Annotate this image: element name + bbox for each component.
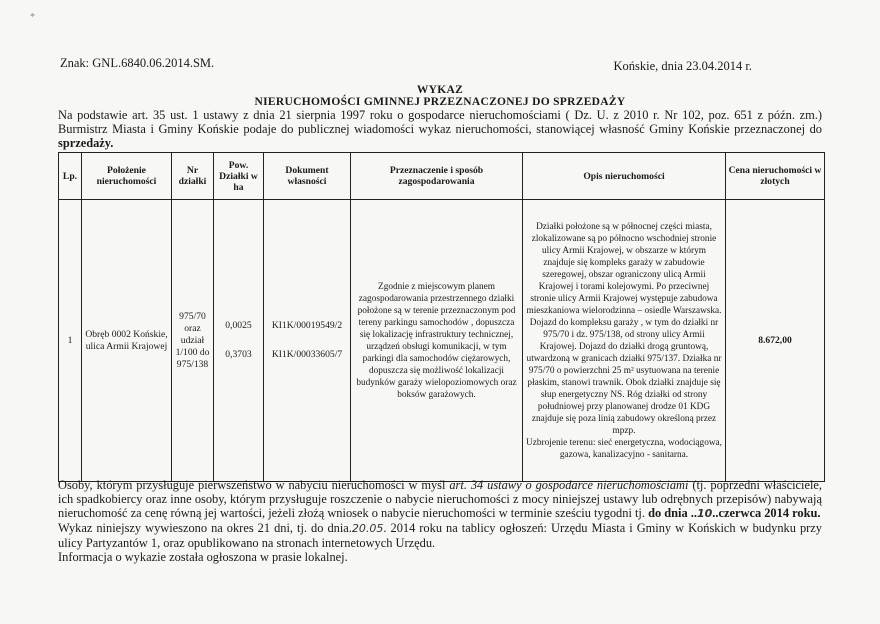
- reference-number: Znak: GNL.6840.06.2014.SM.: [60, 56, 215, 70]
- cell-description: [523, 200, 726, 482]
- document-number: KI1K/00019549/2: [271, 320, 343, 331]
- intro-paragraph: [58, 108, 822, 150]
- priority-text-cont: (tj. poprzedni właściciele, ich spadkobiercy oraz inne osoby, którym przysługuje roszczenie o nabycie nieruchomości z mocy niniejszej ustawy lub odrębnych przepisów) nabywają nieruchomość za cenę równą jej wartości, jeżeli złożą wniosek o nabycie nieruchomości w terminie sześciu tygodni tj.: [58, 478, 822, 520]
- deadline-prefix: do dnia ..: [648, 506, 697, 520]
- footer-notes: [58, 478, 822, 564]
- place-date: Końskie, dnia 23.04.2014 r.: [613, 59, 752, 73]
- priority-paragraph: [58, 478, 822, 521]
- header-location: Położenie nieruchomości: [82, 153, 172, 200]
- handwritten-day: 10: [696, 507, 713, 520]
- description-main: Działki położone są w północnej części miasta, zlokalizowane są po północno wschodniej stronie ulicy Armii Krajowej, w obszarze w którym znajduje się kompleks garaży w zabudowie szeregowej, obszar ograniczony ulicą Armii Krajowej i torami kolejowymi. Po przeciwnej stronie ulicy Armii Krajowej występuje zabudowa mieszkaniowa wielorodzinna – osiedle Warszawska. Dojazd do kompleksu garaży , w tym do działki nr 975/70 i dz. 975/138, od strony ulicy Armii Krajowej. Dojazd do działki drogą gruntową, utwardzoną w granicach działki 975/137. Działka nr 975/70 o powierzchni 25 m² usytuowana na terenie płaskim, stanowi trawnik. Obok działki znajduje się słup energetyczny NS. Róg działki od strony południowej przy planowanej drodze 01 KDG znajduje się poza linią zabudowy określoną przez mpzp.: [526, 221, 722, 436]
- table-header-row: [59, 153, 825, 200]
- document-number: KI1K/00033605/7: [271, 349, 343, 360]
- corner-mark: *: [30, 12, 35, 23]
- posting-text-cont: . 2014 roku na tablicy ogłoszeń: Urzędu Miasta i Gminy w Końskich w budynku przy ulicy Partyzantów 1, oraz opublikowano na stronach internetowych Urzędu.: [58, 521, 822, 550]
- plot-number-line: oraz: [184, 322, 201, 334]
- header-purpose: Przeznaczenie i sposób zagospodarowania: [351, 153, 523, 200]
- plot-number-line: 975/70: [179, 310, 206, 322]
- cell-plot-number: [172, 200, 214, 482]
- press-note: Informacja o wykazie została ogłoszona w prasie lokalnej.: [58, 550, 348, 564]
- deadline-suffix: ..czerwca 2014 roku.: [712, 506, 821, 520]
- priority-law-ref: art. 34 ustawy o gospodarce nieruchomościami: [449, 478, 689, 492]
- handwritten-date: 20.05: [351, 522, 384, 535]
- posting-paragraph: [58, 521, 822, 550]
- plot-number-line: 1/100 do: [175, 346, 210, 358]
- intro-bold-end: sprzedaży.: [58, 136, 114, 150]
- area-value: 0,0025: [225, 320, 252, 331]
- cell-location: Obręb 0002 Końskie, ulica Armii Krajowej: [82, 200, 172, 482]
- cell-purpose: Zgodnie z miejscowym planem zagospodarowania przestrzennego działki położone są w terenie przeznaczonym pod tereny parkingu samochodów , dopuszcza się lokalizację infrastruktury technicznej, urządzeń obsługi komunikacji, w tym parkingi dla samochodów ciężarowych, dopuszcza się możliwość lokalizacji budynków garaży wielopoziomowych oraz boksów garażowych.: [351, 200, 523, 482]
- area-value: 0,3703: [225, 349, 252, 360]
- cell-lp: 1: [59, 200, 82, 482]
- header-description: Opis nieruchomości: [523, 153, 726, 200]
- title-wykaz: WYKAZ: [416, 84, 464, 96]
- table-row: [59, 200, 825, 482]
- title-subject: NIERUCHOMOŚCI GMINNEJ PRZEZNACZONEJ DO SPRZEDAŻY: [254, 96, 626, 108]
- posting-text: Wykaz niniejszy wywieszono na okres 21 dni, tj. do dnia.: [58, 521, 352, 535]
- cell-ownership-document: [264, 200, 351, 482]
- header-area: Pow. Działki w ha: [214, 153, 264, 200]
- header-lp: Lp.: [59, 153, 82, 200]
- intro-text: Na podstawie art. 35 ust. 1 ustawy z dnia 21 sierpnia 1997 roku o gospodarce nieruchomościami ( Dz. U. z 2010 r. Nr 102, poz. 651 z późn. zm.) Burmistrz Miasta i Gminy Końskie podaje do publicznej wiadomości wykaz nieruchomości, stanowiącej własność Gminy Końskie przeznaczonej do: [58, 108, 822, 136]
- header-price: Cena nieruchomości w złotych: [726, 153, 825, 200]
- property-table: [58, 152, 825, 482]
- header-plot-number: Nr działki: [172, 153, 214, 200]
- header-ownership-document: Dokument własności: [264, 153, 351, 200]
- cell-price: 8.672,00: [726, 200, 825, 482]
- plot-number-line: udział: [180, 334, 205, 346]
- description-utilities: Uzbrojenie terenu: sieć energetyczna, wodociągowa, gazowa, kanalizacyjno - sanitarna.: [526, 437, 723, 460]
- cell-area: [214, 200, 264, 482]
- priority-text: Osoby, którym przysługuje pierwszeństwo w nabyciu nieruchomości w myśl: [58, 478, 450, 492]
- plot-number-line: 975/138: [176, 358, 209, 370]
